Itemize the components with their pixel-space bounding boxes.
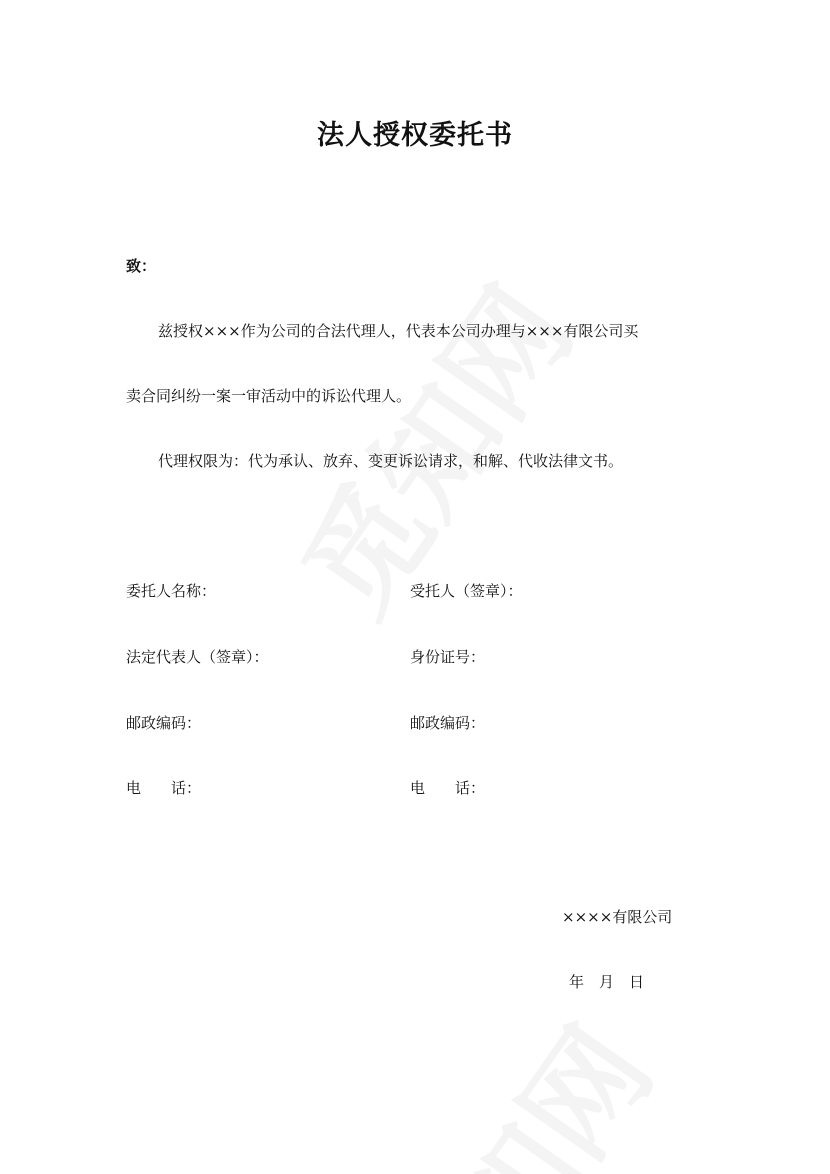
agent-signature-label: 受托人（签章）： — [410, 582, 523, 600]
document-title: 法人授权委托书 — [317, 120, 513, 151]
legal-representative-label: 法定代表人（签章）： — [126, 648, 269, 666]
addressee-line: 致： — [126, 257, 157, 275]
watermark — [336, 989, 683, 1174]
agent-postal-code-label: 邮政编码： — [410, 714, 486, 732]
authorization-paragraph-line-1: 兹授权×××作为公司的合法代理人，代表本公司办理与×××有限公司买 — [158, 322, 639, 340]
id-number-label: 身份证号： — [410, 648, 486, 666]
agent-phone-label: 电 话： — [410, 779, 486, 797]
authority-scope-paragraph: 代理权限为：代为承认、放弃、变更诉讼请求，和解、代收法律文书。 — [158, 452, 624, 470]
company-signature: ××××有限公司 — [562, 908, 673, 926]
signature-date: 年 月 日 — [569, 973, 645, 991]
authorization-paragraph-line-2: 卖合同纠纷一案一审活动中的诉讼代理人。 — [126, 387, 412, 405]
principal-phone-label: 电 话： — [126, 779, 202, 797]
principal-name-label: 委托人名称： — [126, 582, 217, 600]
principal-postal-code-label: 邮政编码： — [126, 714, 202, 732]
